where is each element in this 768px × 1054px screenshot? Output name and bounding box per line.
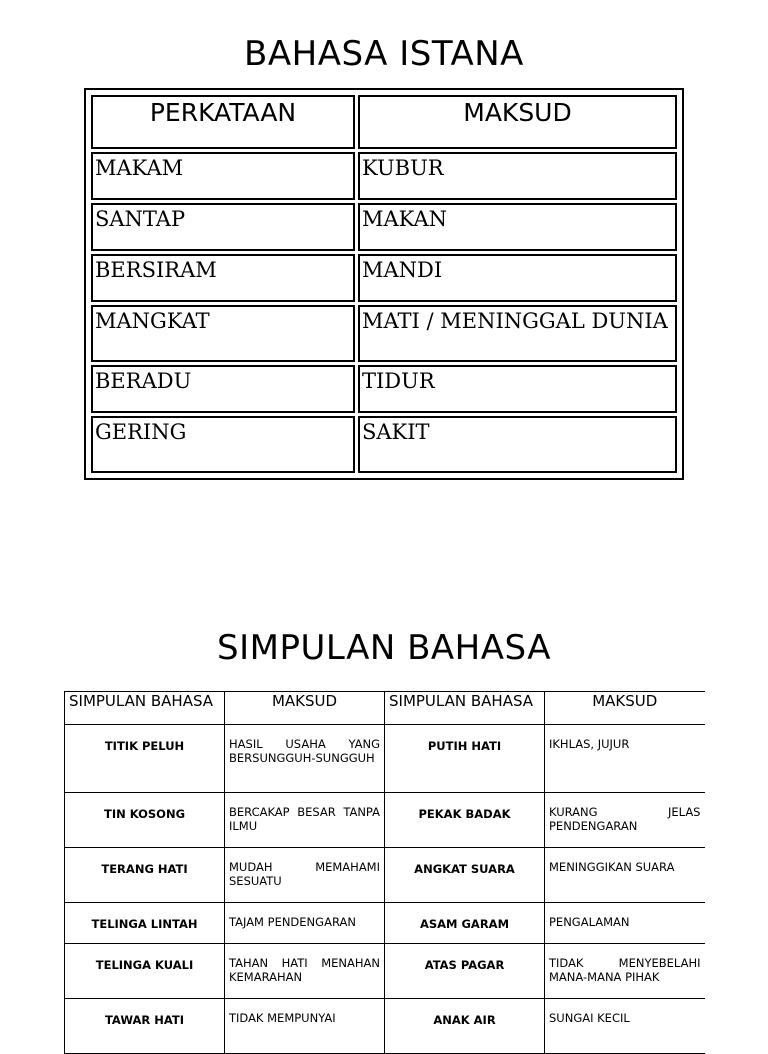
meaning-cell: MENINGGIKAN SUARA [545, 848, 705, 903]
meaning-cell: MANDI [358, 254, 677, 302]
term-cell: ANGKAT SUARA [385, 848, 545, 903]
table-row [91, 416, 677, 473]
meaning-cell: TIDAK MEMPUNYAI [225, 999, 385, 1054]
meaning-cell: IKHLAS, JUJUR [545, 725, 705, 793]
table-row [91, 305, 677, 362]
term-cell: ASAM GARAM [385, 903, 545, 944]
meaning-cell: TAHAN HATI MENAHAN KEMARAHAN [225, 944, 385, 999]
word-cell: GERING [91, 416, 355, 473]
meaning-cell: PENGALAMAN [545, 903, 705, 944]
meaning-cell: MUDAH MEMAHAMI SESUATU [225, 848, 385, 903]
word-cell: MANGKAT [91, 305, 355, 362]
word-cell: BERADU [91, 365, 355, 413]
term-cell: TAWAR HATI [65, 999, 225, 1054]
table-header-row [65, 692, 705, 725]
table-row [65, 999, 705, 1054]
bahasa-istana-title: BAHASA ISTANA [244, 34, 524, 74]
meaning-cell: MAKAN [358, 203, 677, 251]
term-cell: ATAS PAGAR [385, 944, 545, 999]
meaning-cell: TAJAM PENDENGARAN [225, 903, 385, 944]
table-row [65, 725, 705, 793]
meaning-cell: TIDUR [358, 365, 677, 413]
simpulan-bahasa-title: SIMPULAN BAHASA [217, 628, 551, 668]
meaning-cell: SAKIT [358, 416, 677, 473]
word-cell: MAKAM [91, 152, 355, 200]
word-cell: SANTAP [91, 203, 355, 251]
header-simpulan-bahasa: SIMPULAN BAHASA [385, 692, 545, 725]
table-row [91, 152, 677, 200]
term-cell: ANAK AIR [385, 999, 545, 1054]
header-simpulan-bahasa: SIMPULAN BAHASA [65, 692, 225, 725]
term-cell: PUTIH HATI [385, 725, 545, 793]
table-row [65, 793, 705, 848]
meaning-cell: KUBUR [358, 152, 677, 200]
header-perkataan: PERKATAAN [91, 95, 355, 149]
bahasa-istana-table [84, 88, 684, 480]
term-cell: TELINGA KUALI [65, 944, 225, 999]
term-cell: TIN KOSONG [65, 793, 225, 848]
simpulan-bahasa-table [64, 691, 705, 1054]
table-header-row [91, 95, 677, 149]
meaning-cell: TIDAK MENYEBELAHI MANA-MANA PIHAK [545, 944, 705, 999]
term-cell: TERANG HATI [65, 848, 225, 903]
header-maksud: MAKSUD [358, 95, 677, 149]
table-row [65, 848, 705, 903]
meaning-cell: SUNGAI KECIL [545, 999, 705, 1054]
term-cell: PEKAK BADAK [385, 793, 545, 848]
meaning-cell: BERCAKAP BESAR TANPA ILMU [225, 793, 385, 848]
meaning-cell: HASIL USAHA YANG BERSUNGGUH-SUNGGUH [225, 725, 385, 793]
meaning-cell: KURANG JELAS PENDENGARAN [545, 793, 705, 848]
table-row [65, 903, 705, 944]
meaning-cell: MATI / MENINGGAL DUNIA [358, 305, 677, 362]
header-maksud: MAKSUD [225, 692, 385, 725]
table-row [91, 203, 677, 251]
table-row [65, 944, 705, 999]
table-row [91, 365, 677, 413]
term-cell: TELINGA LINTAH [65, 903, 225, 944]
header-maksud: MAKSUD [545, 692, 705, 725]
term-cell: TITIK PELUH [65, 725, 225, 793]
word-cell: BERSIRAM [91, 254, 355, 302]
table-row [91, 254, 677, 302]
